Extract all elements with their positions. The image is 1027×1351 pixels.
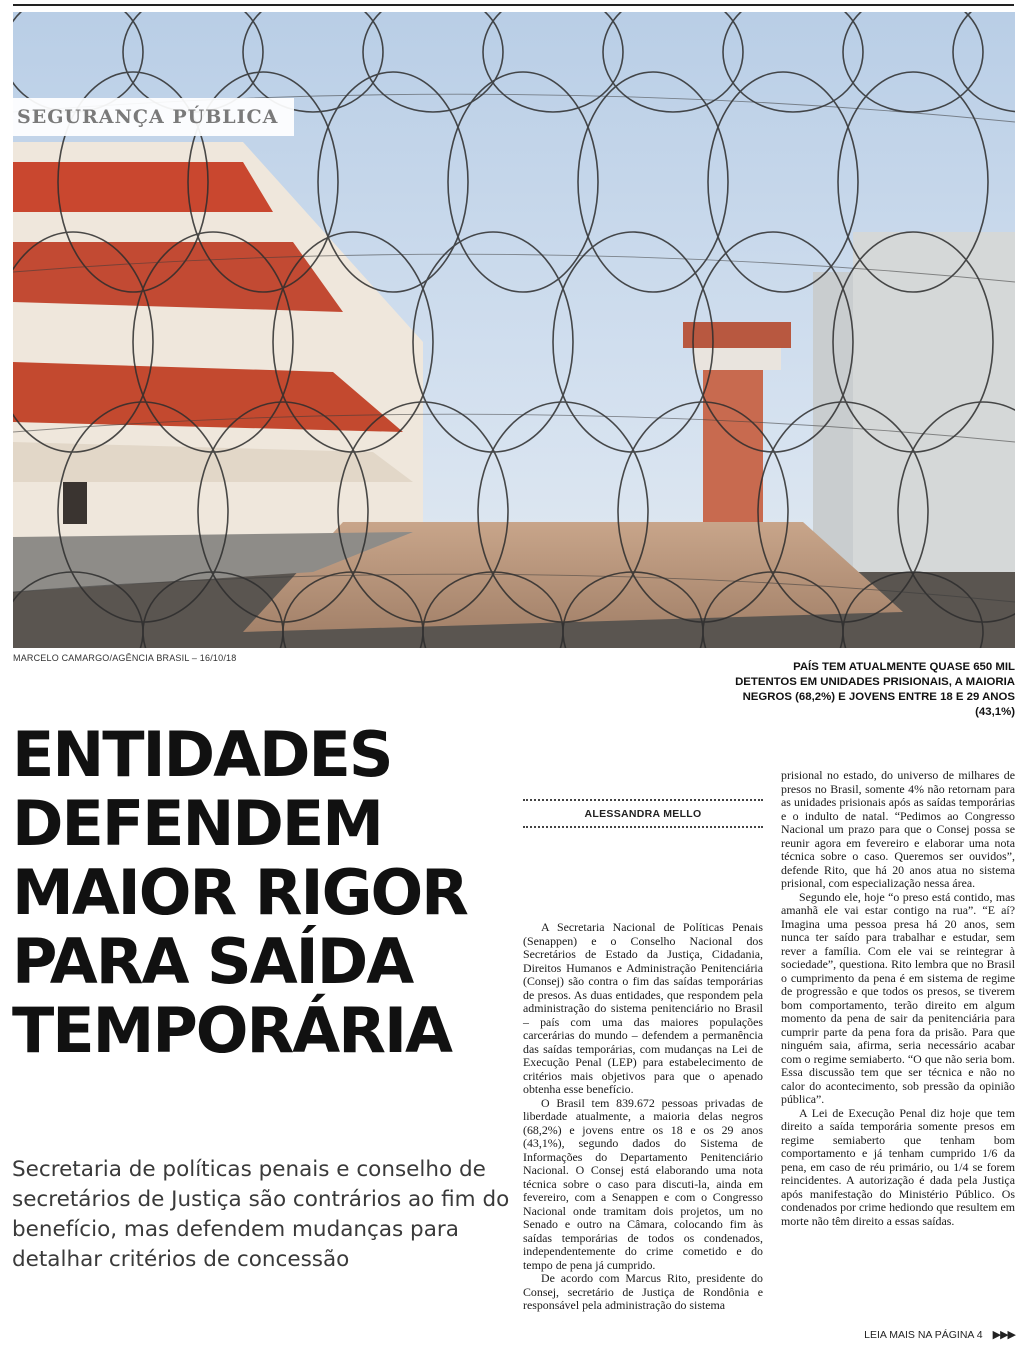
headline-line: DEFENDEM: [12, 787, 382, 860]
body-paragraph: A Secretaria Nacional de Políticas Penais (Senappen) e o Conselho Nacional dos Secretários de Estado da Justiça, Cidadania, Direitos Humanos e Administração Penitenciária (Consej) são contra o fim das saídas temporárias de presos. As duas entidades, que respondem pela administração do sistema penitenciário no Brasil – país com uma das maiores populações carcerárias do mundo – defendem a permanência das saídas temporárias, com mudanças na Lei de Execução Penal (LEP) para estabelecimento de critérios mais objetivos para que o apenado obtenha esse benefício.: [523, 920, 763, 1096]
headline-line: TEMPORÁRIA: [12, 994, 452, 1067]
photo-caption: PAÍS TEM ATUALMENTE QUASE 650 MIL DETENTOS EM UNIDADES PRISIONAIS, A MAIORIA NEGROS (68,2%) E JOVENS ENTRE 18 E 29 ANOS (43,1%): [735, 661, 1015, 718]
continued-label: LEIA MAIS NA PÁGINA 4: [864, 1329, 983, 1341]
body-column-1: [523, 921, 763, 1313]
continued-link[interactable]: [864, 1328, 1015, 1341]
headline-line: PARA SAÍDA: [12, 925, 413, 998]
body-column-2: [781, 769, 1015, 1228]
body-paragraph: prisional no estado, do universo de milhares de presos no Brasil, somente 4% não retornam para as unidades prisionais após as saídas temporárias e o indulto de natal. “Pedimos ao Congresso Nacional um prazo para que o Consej possa se reunir agora em fevereiro e elaborar uma nota técnica sobre o caso. Queremos ser ouvidos”, defende Rito, que há 20 anos atua no sistema prisional, com especialização nessa área.: [781, 768, 1015, 890]
subheadline: Secretaria de políticas penais e conselho de secretários de Justiça são contrários ao fim do benefício, mas defendem mudanças para detalhar critérios de concessão: [12, 1157, 510, 1272]
byline: ALESSANDRA MELLO: [584, 808, 702, 820]
body-paragraph: A Lei de Execução Penal diz hoje que tem direito a saída temporária somente presos em regime semiaberto que tenham bom comportamento e já tenham cumprido 1/6 da pena, em caso de réu primário, ou 1/4 se forem reincidentes. A autorização é dada pela Justiça após manifestação do Ministério Público. Os condenados por crime hediondo que resultem em morte não têm direito a essas saídas.: [781, 1105, 1015, 1228]
section-tag: SEGURANÇA PÚBLICA: [13, 98, 294, 136]
body-paragraph: Segundo ele, hoje “o preso está contido, mas amanhã ele vai estar contigo na rua”. “E aí? Imagina uma pessoa presa há 20 anos, sem nunca ter saído para trabalhar e estudar, sem rever a família. Com ele vai se reintegrar à sociedade”, questiona. Rito lembra que no Brasil o cumprimento da pena é em sistema de regime de progressão e que todos os presos, se tiverem bom comportamento, terão direito em algum momento da pena de sair da penitenciária para cumprir parte da pena fora da prisão. Para que ninguém saia, afirma, seria necessário acabar com o regime semiaberto. “O que não seria bom. Essa discussão tem que ser técnica e não no calor do acontecimento, sob pressão da opinião pública”.: [781, 889, 1015, 1106]
triple-arrow-right-icon: ▶▶▶: [992, 1329, 1015, 1341]
photo-credit: MARCELO CAMARGO/AGÊNCIA BRASIL – 16/10/18: [13, 653, 237, 663]
headline-line: MAIOR RIGOR: [12, 856, 467, 929]
byline-rule-bottom: [523, 826, 763, 828]
byline-rule-top: [523, 799, 763, 801]
body-paragraph: De acordo com Marcus Rito, presidente do Consej, secretário de Justiça de Rondônia e responsável pela administração do sistema: [523, 1271, 763, 1312]
headline-line: ENTIDADES: [12, 718, 392, 791]
body-paragraph: O Brasil tem 839.672 pessoas privadas de liberdade atualmente, a maioria delas negros (68,2%) e jovens entre os 18 e os 29 anos (43,1%), segundo dados do Sistema de Informações do Departamento Penitenciário Nacional. O Consej está elaborando uma nota técnica sobre o caso para discuti-la, ainda em fevereiro, com a Senappen e com o Congresso Nacional onde tramitam dois projetos, um no Senado e outro na Câmara, colocando fim às saídas temporárias de todos os condenados, independentemente do crime cometido e do tempo de pena já cumprido.: [523, 1095, 763, 1272]
top-rule: [13, 4, 1014, 6]
headline: [12, 720, 512, 1065]
